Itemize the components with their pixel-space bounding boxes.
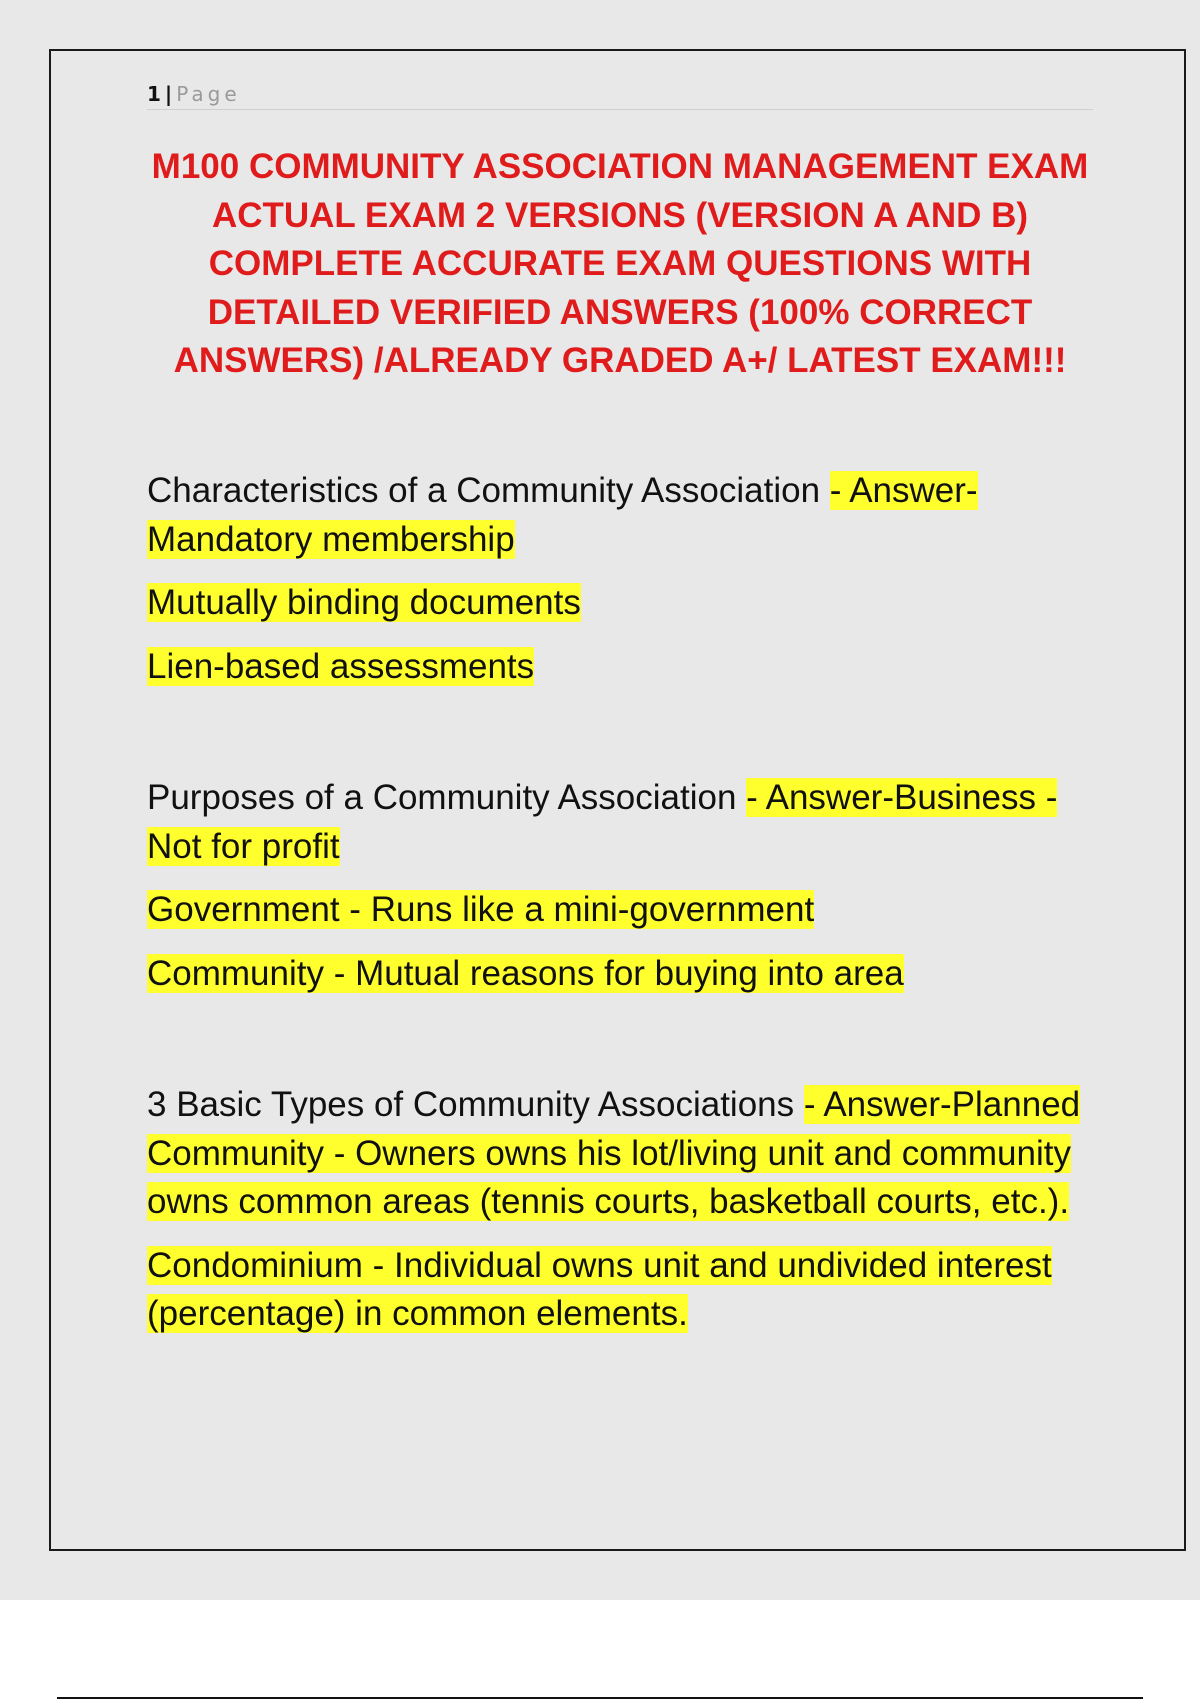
qa-block: [147, 467, 1107, 691]
page-header: [147, 79, 1093, 110]
answer-text: - Answer-Business - Not for profit: [147, 778, 1058, 866]
answer-line: [147, 886, 1107, 935]
document-page: [49, 49, 1186, 1551]
qa-question-line: [147, 774, 1107, 871]
qa-block: [147, 774, 1107, 998]
answer-text: Condominium - Individual owns unit and undivided interest (percentage) in common elements.: [147, 1245, 1052, 1333]
answer-line: [147, 1242, 1107, 1339]
answer-text: - Answer-Mandatory membership: [147, 471, 978, 559]
qa-block: [147, 1081, 1107, 1339]
question-text: Characteristics of a Community Association: [147, 471, 830, 510]
page-separator: |: [164, 82, 173, 106]
answer-line: [147, 643, 1107, 692]
answer-line: [147, 579, 1107, 628]
question-text: 3 Basic Types of Community Associations: [147, 1085, 804, 1124]
answer-text: - Answer-Planned Community - Owners owns his lot/living unit and community owns common areas (tennis courts, basketball courts, etc.).: [147, 1085, 1081, 1221]
next-page-rule: [57, 1697, 1143, 1699]
qa-question-line: [147, 467, 1107, 564]
page-number: 1: [147, 82, 161, 106]
question-text: Purposes of a Community Association: [147, 778, 747, 817]
answer-text: Mutually binding documents: [147, 583, 581, 622]
qa-question-line: [147, 1081, 1107, 1227]
answer-text: Lien-based assessments: [147, 646, 535, 686]
answer-line: [147, 950, 1107, 999]
answer-text: Government - Runs like a mini-government: [147, 890, 815, 929]
document-title: M100 COMMUNITY ASSOCIATION MANAGEMENT EXAM ACTUAL EXAM 2 VERSIONS (VERSION A AND B) COMPLETE ACCURATE EXAM QUESTIONS WITH DETAILED VERIFIED ANSWERS (100% CORRECT ANSWERS) /ALREADY GRADED A+/ LATEST EXAM!!!: [151, 147, 1089, 380]
page-word: Page: [176, 82, 241, 106]
answer-text: Community - Mutual reasons for buying into area: [147, 953, 904, 993]
